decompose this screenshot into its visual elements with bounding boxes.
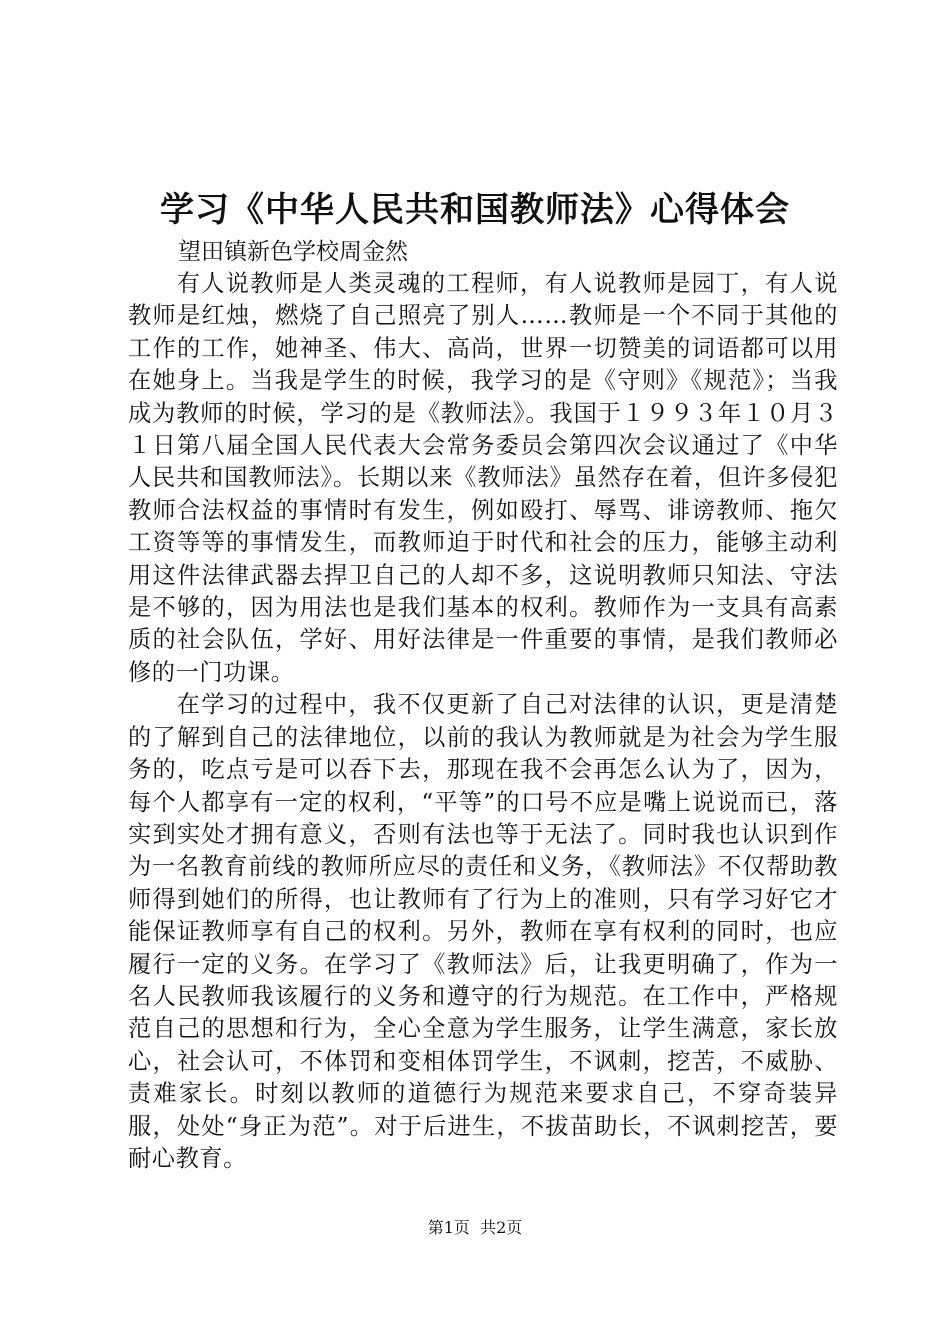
document-title: 学习《中华人民共和国教师法》心得体会 [160, 190, 790, 230]
body-paragraph: 有人说教师是人类灵魂的工程师，有人说教师是园丁，有人说教师是红烛，燃烧了自己照亮了别人……教师是一个不同于其他的工作的工作，她神圣、伟大、高尚，世界一切赞美的词语都可以用在她身上。当我是学生的时候，我学习的是《守则》《规范》；当我成为教师的时候，学习的是《教师法》。我国于１９９３年１０月３１日第八届全国人民代表大会常务委员会第四次会议通过了《中华人民共和国教师法》。长期以来《教师法》虽然存在着，但许多侵犯教师合法权益的事情时有发生，例如殴打、辱骂、诽谤教师、拖欠工资等等的事情发生，而教师迫于时代和社会的压力，能够主动利用这件法律武器去捍卫自己的人却不多，这说明教师只知法、守法是不够的，因为用法也是我们基本的权利。教师作为一支具有高素质的社会队伍，学好、用好法律是一件重要的事情，是我们教师必修的一门功课。 [128, 270, 838, 686]
author-byline: 望田镇新色学校周金然 [178, 239, 408, 265]
body-paragraph: 在学习的过程中，我不仅更新了自己对法律的认识，更是清楚的了解到自己的法律地位，以前的我认为教师就是为社会为学生服务的，吃点亏是可以吞下去，那现在我不会再怎么认为了，因为，每个人都享有一定的权利，“平等”的口号不应是嘴上说说而已，落实到实处才拥有意义，否则有法也等于无法了。同时我也认识到作为一名教育前线的教师所应尽的责任和义务，《教师法》不仅帮助教师得到她们的所得，也让教师有了行为上的准则，只有学习好它才能保证教师享有自己的权利。另外，教师在享有权利的同时，也应履行一定的义务。在学习了《教师法》后，让我更明确了，作为一名人民教师我该履行的义务和遵守的行为规范。在工作中，严格规范自己的思想和行为，全心全意为学生服务，让学生满意，家长放心，社会认可，不体罚和变相体罚学生，不讽刺，挖苦，不威胁、责难家长。时刻以教师的道德行为规范来要求自己，不穿奇装异服，处处“身正为范”。对于后进生，不拔苗助长，不讽刺挖苦，要耐心教育。 [128, 691, 838, 1172]
page-number-footer: 第1页 共2页 [427, 1218, 523, 1237]
document-body [128, 268, 838, 1175]
